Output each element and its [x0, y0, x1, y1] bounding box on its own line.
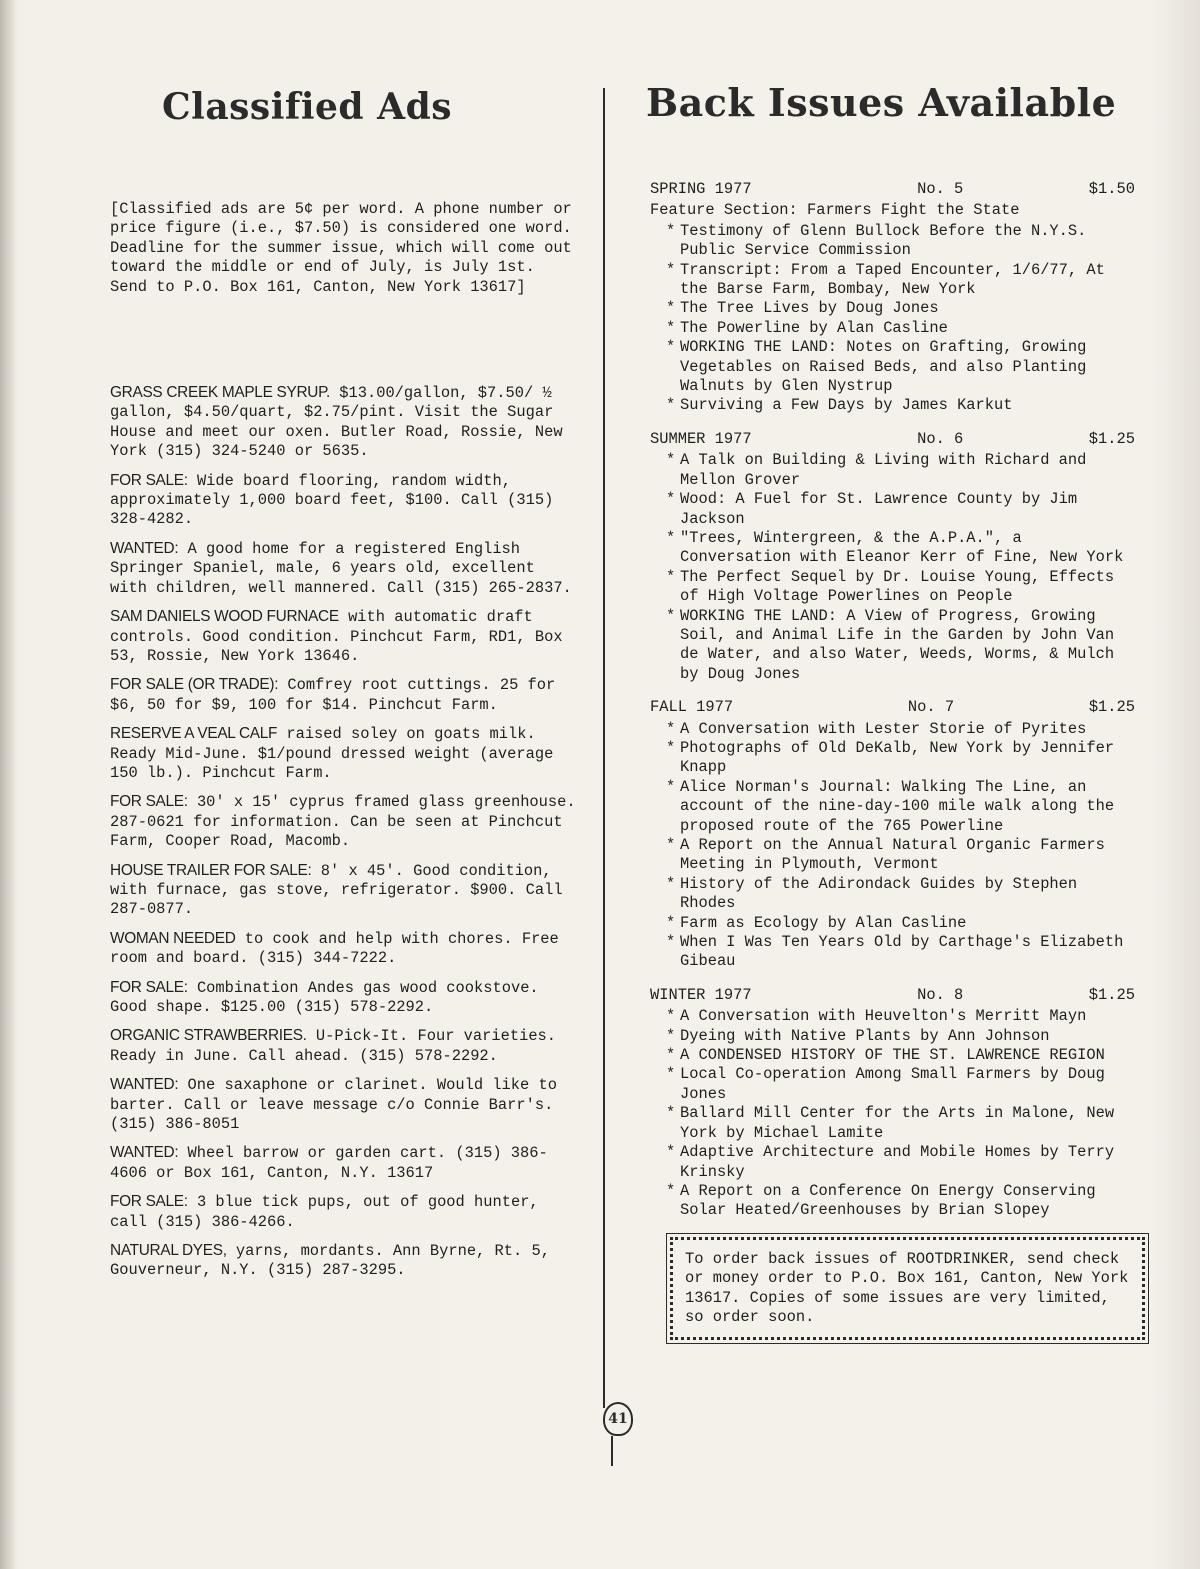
classified-ad-heading: FOR SALE (OR TRADE): — [110, 676, 279, 694]
back-issue — [650, 180, 1135, 416]
classified-ad-heading: FOR SALE: — [110, 978, 188, 996]
classified-ad-heading: WANTED: — [110, 1076, 179, 1094]
issue-contents-item: * WORKING THE LAND: A View of Progress, Growing Soil, and Animal Life in the Garden by John Van de Water, and also Water, Weeds, Worms, & Mulch by Doug Jones — [666, 607, 1135, 685]
classified-intro: [Classified ads are 5¢ per word. A phone number or price figure (i.e., $7.50) is considered one word. Deadline for the summer issue, which will come out toward the middle or end of July, is July 1st. Send to P.O. Box 161, Canton, New York 13617] — [110, 200, 572, 296]
issue-contents-list — [650, 720, 1135, 972]
issue-contents-item: * Alice Norman's Journal: Walking The Line, an account of the nine-day-100 mile walk along the proposed route of the 765 Powerline — [666, 778, 1135, 836]
classified-ad — [110, 1241, 580, 1281]
issue-contents-item: * Transcript: From a Taped Encounter, 1/6/77, At the Barse Farm, Bombay, New York — [666, 261, 1135, 300]
classified-ad-body: 8' x 45'. Good condition, with furnace, gas stove, refrigerator. $900. Call 287-0877. — [110, 861, 563, 919]
classified-ad-body: yarns, mordants. Ann Byrne, Rt. 5, Gouverneur, N.Y. (315) 287-3295. — [110, 1242, 550, 1280]
classified-ad-heading: RESERVE A VEAL CALF — [110, 725, 278, 743]
classified-ad-heading: ORGANIC STRAWBERRIES. — [110, 1027, 307, 1045]
issue-contents-item: * The Perfect Sequel by Dr. Louise Young, Effects of High Voltage Powerlines on People — [666, 568, 1135, 607]
issue-contents-item: * "Trees, Wintergreen, & the A.P.A.", a Conversation with Eleanor Kerr of Fine, New York — [666, 529, 1135, 568]
issue-contents-item: * WORKING THE LAND: Notes on Grafting, Growing Vegetables on Raised Beds, and also Planting Walnuts by Glen Nystrup — [666, 338, 1135, 396]
back-issues-heading: Back Issues Available — [646, 80, 1117, 125]
classified-ad — [110, 1143, 580, 1183]
classified-ad — [110, 792, 580, 851]
classified-ad-body: 3 blue tick pups, out of good hunter, call (315) 386-4266. — [110, 1193, 539, 1231]
issue-contents-item: * A Conversation with Lester Storie of Pyrites — [666, 720, 1135, 739]
issue-contents-list — [650, 1007, 1135, 1220]
column-divider — [603, 88, 605, 1408]
classified-ad-body: Wide board flooring, random width, approximately 1,000 board feet, $100. Call (315) 328-4282. — [110, 471, 554, 529]
issue-contents-list — [650, 222, 1135, 416]
classified-ad-body: U-Pick-It. Four varieties. Ready in June. Call ahead. (315) 578-2292. — [110, 1027, 557, 1065]
issue-price: $1.25 — [1088, 985, 1135, 1004]
order-note: To order back issues of ROOTDRINKER, send check or money order to P.O. Box 161, Canton, New York 13617. Copies of some issues are very limited, so order soon. — [685, 1249, 1129, 1326]
issue-feature-section: Feature Section: Farmers Fight the State — [650, 201, 1020, 220]
classified-ads-column — [110, 200, 580, 1290]
order-info-box — [670, 1237, 1145, 1341]
back-issue — [650, 430, 1135, 684]
classified-ad — [110, 383, 580, 462]
classified-ad — [110, 1026, 580, 1066]
back-issue — [650, 698, 1135, 972]
classified-ad-body: Combination Andes gas wood cookstove. Good shape. $125.00 (315) 578-2292. — [110, 978, 539, 1016]
classified-ad-heading: HOUSE TRAILER FOR SALE: — [110, 861, 312, 879]
issue-header — [650, 430, 1135, 449]
classified-ad-body: One saxaphone or clarinet. Would like to barter. Call or leave message c/o Connie Barr's. (315) 386-8051 — [110, 1076, 557, 1134]
issue-contents-item: * A Report on the Annual Natural Organic Farmers Meeting in Plymouth, Vermont — [666, 836, 1135, 875]
classified-ad-heading: SAM DANIELS WOOD FURNACE — [110, 608, 339, 626]
issue-contents-item: * When I Was Ten Years Old by Carthage's Elizabeth Gibeau — [666, 933, 1135, 972]
issue-contents-item: * Surviving a Few Days by James Karkut — [666, 396, 1135, 415]
classified-ads-heading: Classified Ads — [162, 86, 453, 128]
issue-contents-item: * A Report on a Conference On Energy Conserving Solar Heated/Greenhouses by Brian Slopey — [666, 1182, 1135, 1221]
issue-contents-item: * Photographs of Old DeKalb, New York by Jennifer Knapp — [666, 739, 1135, 778]
issue-number: No. 6 — [917, 429, 964, 448]
classified-ad — [110, 1075, 580, 1134]
issue-season: SPRING 1977 — [650, 180, 752, 198]
issue-header — [650, 698, 1135, 717]
issue-contents-item: * Adaptive Architecture and Mobile Homes by Terry Krinsky — [666, 1143, 1135, 1182]
classified-ad-heading: WANTED: — [110, 539, 179, 557]
issue-contents-item: * Testimony of Glenn Bullock Before the N.Y.S. Public Service Commission — [666, 222, 1135, 261]
issue-contents-item: * Wood: A Fuel for St. Lawrence County by Jim Jackson — [666, 490, 1135, 529]
classified-ad — [110, 978, 580, 1018]
issue-contents-item: * The Tree Lives by Doug Jones — [666, 299, 1135, 318]
page-number-mark: 41 — [603, 1402, 633, 1436]
classified-ad-heading: FOR SALE: — [110, 1193, 188, 1211]
issue-contents-item: * A Conversation with Heuvelton's Merritt Mayn — [666, 1007, 1135, 1026]
issue-price: $1.25 — [1088, 429, 1135, 448]
issue-contents-item: * History of the Adirondack Guides by Stephen Rhodes — [666, 875, 1135, 914]
classified-ad-body: Comfrey root cuttings. 25 for $6, 50 for $9, 100 for $14. Pinchcut Farm. — [110, 676, 556, 714]
issue-number: No. 8 — [917, 985, 964, 1004]
issue-season: FALL 1977 — [650, 698, 734, 717]
issue-season: WINTER 1977 — [650, 985, 752, 1004]
classified-ads-list — [110, 383, 580, 1281]
back-issues-column — [650, 180, 1135, 1340]
classified-ad-heading: WOMAN NEEDED — [110, 929, 236, 947]
issue-contents-item: * Local Co-operation Among Small Farmers by Doug Jones — [666, 1065, 1135, 1104]
classified-ad-heading: WANTED: — [110, 1144, 179, 1162]
classified-ad-heading: FOR SALE: — [110, 793, 188, 811]
classified-ad — [110, 929, 580, 969]
classified-ad-body: 30' x 15' cyprus framed glass greenhouse. 287-0621 for information. Can be seen at Pinchcut Farm, Cooper Road, Macomb. — [110, 793, 576, 851]
classified-ad — [110, 861, 580, 920]
issue-contents-item: * A CONDENSED HISTORY OF THE ST. LAWRENCE REGION — [666, 1046, 1135, 1065]
issue-contents-list — [650, 451, 1135, 684]
page-spine — [0, 0, 14, 1569]
classified-ad — [110, 539, 580, 598]
issue-header — [650, 986, 1135, 1005]
issue-contents-item: * The Powerline by Alan Casline — [666, 319, 1135, 338]
classified-ad-body: to cook and help with chores. Free room and board. (315) 344-7222. — [110, 929, 559, 968]
issue-number: No. 7 — [907, 698, 955, 717]
classified-ad — [110, 724, 580, 783]
issue-contents-item: * Farm as Ecology by Alan Casline — [666, 914, 1135, 933]
classified-ad — [110, 607, 580, 666]
issue-contents-item: * Dyeing with Native Plants by Ann Johnson — [666, 1027, 1135, 1046]
issue-header — [650, 180, 1135, 199]
classified-ad-body: $13.00/gallon, $7.50/ ½ gallon, $4.50/quart, $2.75/pint. Visit the Sugar House and meet our oxen. Butler Road, Rossie, New York (315) 324-5240 or 5635. — [110, 384, 563, 461]
issue-season: SUMMER 1977 — [650, 429, 752, 448]
issue-contents-item: * Ballard Mill Center for the Arts in Malone, New York by Michael Lamite — [666, 1104, 1135, 1143]
classified-ad — [110, 471, 580, 530]
classified-ad-body: A good home for a registered English Springer Spaniel, male, 6 years old, excellent with children, well mannered. Call (315) 265-2837. — [110, 539, 572, 597]
classified-ad-body: raised soley on goats milk. Ready Mid-June. $1/pound dressed weight (average 150 lb.). Pinchcut Farm. — [110, 725, 554, 782]
back-issues-list — [650, 180, 1135, 1221]
issue-price: $1.25 — [1088, 698, 1135, 717]
page-mark-line — [611, 1436, 613, 1466]
issue-number: No. 5 — [917, 180, 964, 198]
classified-ad-body: with automatic draft controls. Good condition. Pinchcut Farm, RD1, Box 53, Rossie, New York 13646. — [110, 608, 563, 665]
classified-ad-heading: GRASS CREEK MAPLE SYRUP. — [110, 384, 331, 402]
classified-ad — [110, 675, 580, 715]
classified-ad-heading: FOR SALE: — [110, 471, 188, 489]
issue-contents-item: * A Talk on Building & Living with Richard and Mellon Grover — [666, 451, 1135, 490]
issue-price: $1.50 — [1088, 180, 1135, 198]
classified-ad-heading: NATURAL DYES, — [110, 1242, 227, 1260]
classified-ad — [110, 1192, 580, 1232]
classified-ad-body: Wheel barrow or garden cart. (315) 386-4606 or Box 161, Canton, N.Y. 13617 — [110, 1144, 548, 1182]
back-issue — [650, 986, 1135, 1221]
